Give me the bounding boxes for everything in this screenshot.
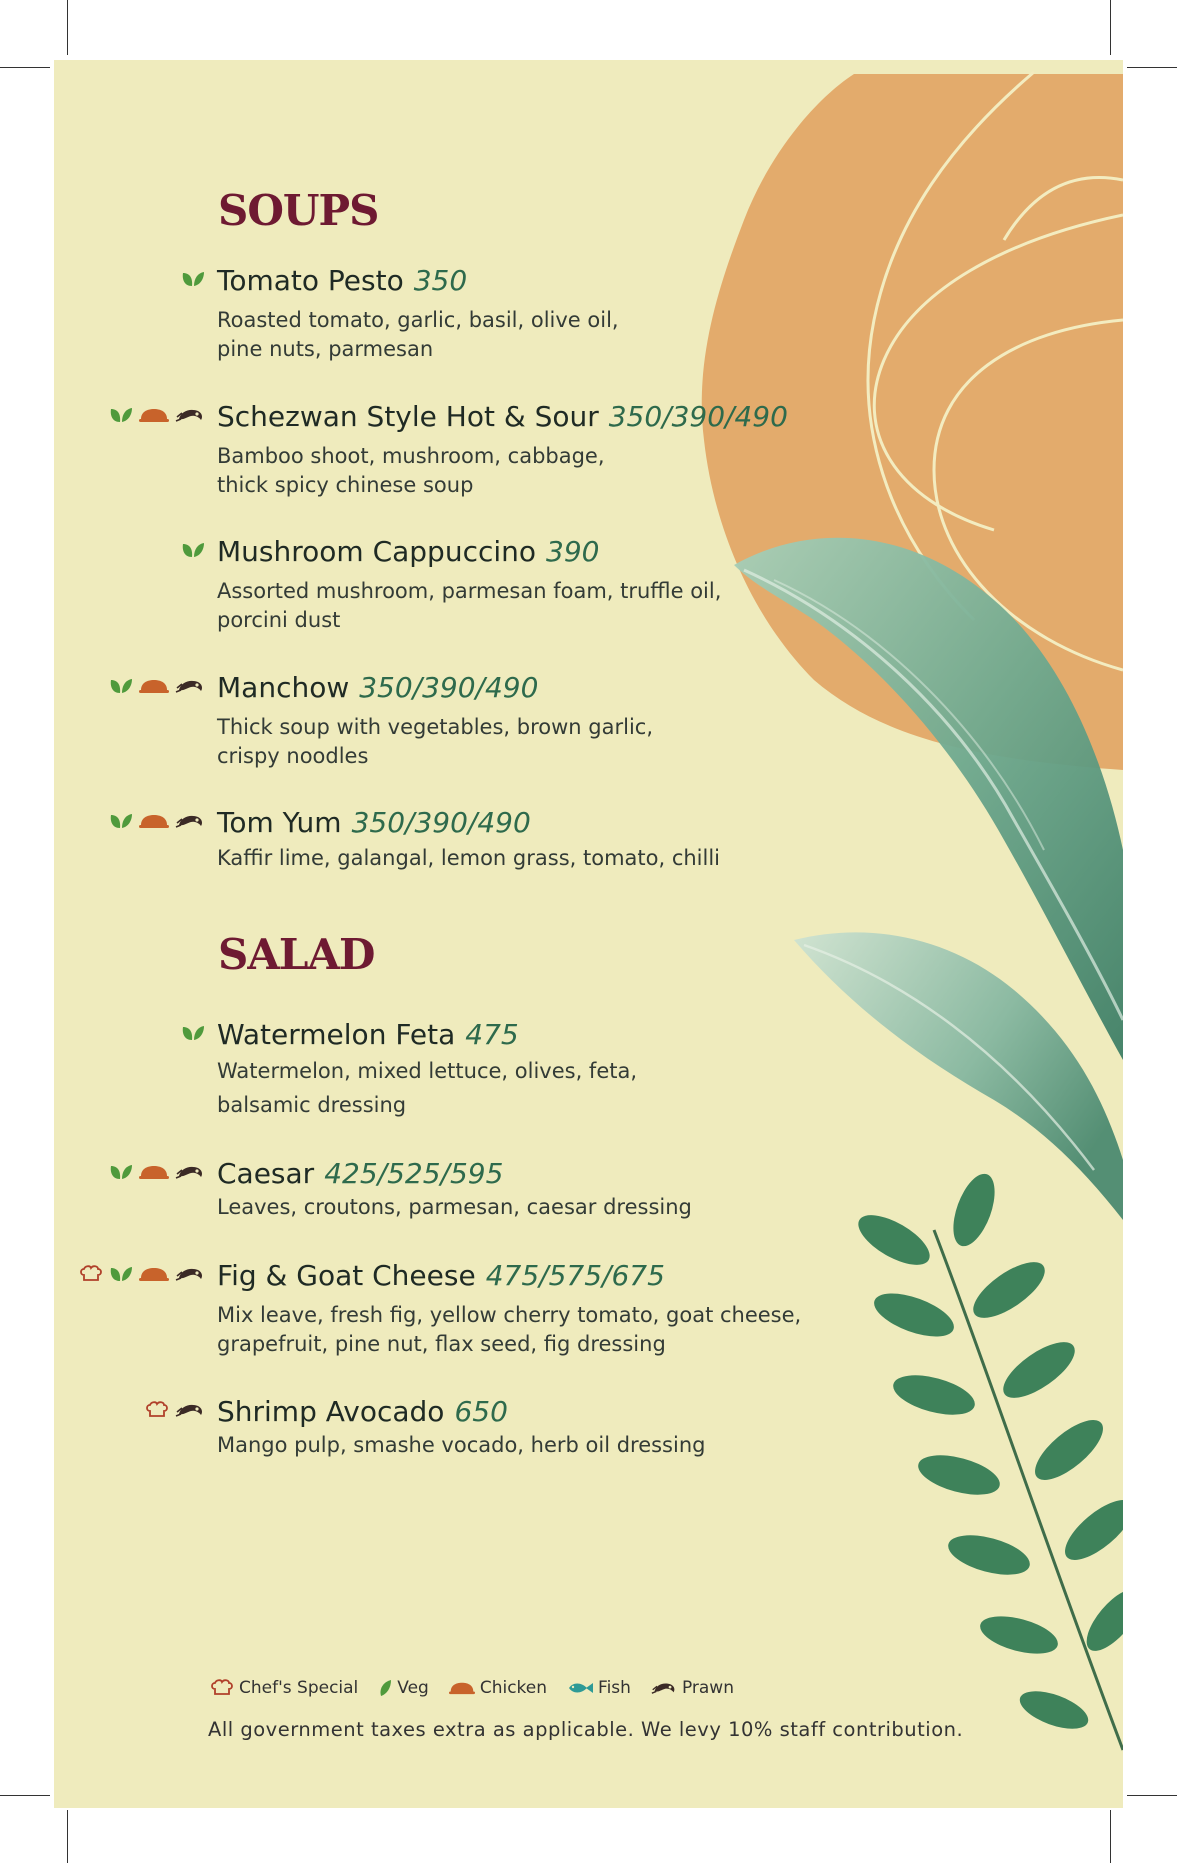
desc-line: thick spicy chinese soup <box>217 473 474 497</box>
legend-label: Chef's Special <box>239 1678 359 1698</box>
desc-line: Bamboo shoot, mushroom, cabbage, <box>217 444 605 468</box>
item-price: 390 <box>546 535 600 568</box>
desc-line: grapefruit, pine nut, flax seed, fig dressing <box>217 1332 666 1356</box>
desc-line: pine nuts, parmesan <box>217 337 434 361</box>
veg-icon <box>109 677 133 695</box>
item-price: 350 <box>413 264 468 297</box>
prawn-icon <box>175 1265 205 1283</box>
veg-icon <box>181 1024 205 1042</box>
legend-label: Chicken <box>479 1678 548 1698</box>
item-name: Tomato Pesto <box>217 264 404 297</box>
icon-legend <box>210 1678 734 1698</box>
item-name: Shrimp Avocado <box>217 1395 445 1428</box>
veg-icon <box>181 270 205 288</box>
chicken-icon <box>139 813 169 829</box>
menu-item <box>217 1259 801 1359</box>
item-icons <box>109 812 205 830</box>
item-title <box>217 264 619 298</box>
item-icons <box>181 1024 205 1042</box>
veg-icon <box>109 812 133 830</box>
crop-mark <box>0 1795 50 1796</box>
large-leaf <box>794 932 1123 1220</box>
item-name: Tom Yum <box>217 806 342 839</box>
menu-item <box>217 400 788 500</box>
item-description <box>217 844 720 873</box>
legend-item-chicken <box>449 1678 547 1698</box>
legend-label: Veg <box>397 1678 429 1698</box>
desc-line: Watermelon, mixed lettuce, olives, feta, <box>217 1059 638 1083</box>
chicken-icon <box>139 407 169 423</box>
desc-line: porcini dust <box>217 608 341 632</box>
item-description <box>217 1431 705 1460</box>
chicken-icon <box>139 1266 169 1282</box>
item-description <box>217 1301 801 1359</box>
desc-line: Roasted tomato, garlic, basil, olive oil, <box>217 308 619 332</box>
legend-item-prawn <box>651 1678 734 1698</box>
chef-hat-icon <box>210 1679 234 1697</box>
crop-mark <box>1127 67 1177 68</box>
menu-card <box>54 60 1123 1808</box>
chef-hat-icon <box>145 1401 169 1419</box>
item-price: 350/390/490 <box>351 806 531 839</box>
prawn-icon <box>175 406 205 424</box>
desc-line: Mix leave, fresh fig, yellow cherry tomato, goat cheese, <box>217 1303 802 1327</box>
chicken-icon <box>139 678 169 694</box>
desc-line: Kaffir lime, galangal, lemon grass, tomato, chilli <box>217 846 721 870</box>
item-name: Watermelon Feta <box>217 1018 456 1051</box>
menu-item <box>217 1395 705 1460</box>
tax-footnote: All government taxes extra as applicable. We levy 10% staff contribution. <box>208 1718 964 1741</box>
desc-line: Thick soup with vegetables, brown garlic, <box>217 715 653 739</box>
desc-line: Assorted mushroom, parmesan foam, truffle oil, <box>217 579 722 603</box>
crop-mark <box>1110 0 1111 55</box>
menu-item <box>217 806 720 873</box>
item-icons <box>109 1163 205 1181</box>
legend-label: Prawn <box>681 1678 734 1698</box>
item-description <box>217 577 721 635</box>
item-icons <box>109 677 205 695</box>
item-title <box>217 1259 801 1293</box>
crop-mark <box>1110 1810 1111 1863</box>
menu-item <box>217 1018 637 1122</box>
item-price: 350/390/490 <box>359 671 539 704</box>
legend-item-chef <box>210 1678 358 1698</box>
desc-line: crispy noodles <box>217 744 369 768</box>
menu-item <box>217 671 653 771</box>
item-title <box>217 671 653 705</box>
veg-icon <box>109 406 133 424</box>
chicken-icon <box>449 1681 475 1695</box>
crop-mark <box>67 0 68 55</box>
item-price: 350/390/490 <box>608 400 788 433</box>
prawn-icon <box>175 677 205 695</box>
item-title <box>217 1157 692 1191</box>
item-title <box>217 535 721 569</box>
menu-item <box>217 535 721 635</box>
crop-mark <box>67 1810 68 1863</box>
desc-line: balsamic dressing <box>217 1093 407 1117</box>
menu-item <box>217 1157 692 1222</box>
item-price: 425/525/595 <box>324 1157 504 1190</box>
section-heading-salad: SALAD <box>218 930 375 979</box>
item-description <box>217 713 653 771</box>
prawn-icon <box>651 1680 677 1696</box>
chef-hat-icon <box>79 1265 103 1283</box>
prawn-icon <box>175 1163 205 1181</box>
item-description <box>217 442 788 500</box>
veg-icon <box>181 541 205 559</box>
item-price: 475 <box>465 1018 519 1051</box>
veg-icon <box>378 1679 392 1697</box>
item-icons <box>109 406 205 424</box>
item-icons <box>79 1265 205 1283</box>
item-description <box>217 306 619 364</box>
item-title <box>217 806 720 840</box>
item-name: Mushroom Cappuccino <box>217 535 537 568</box>
prawn-icon <box>175 812 205 830</box>
item-title <box>217 1018 637 1052</box>
item-icons <box>145 1401 205 1419</box>
fern-leaflets <box>851 1168 1123 1736</box>
legend-item-fish <box>567 1678 631 1698</box>
prawn-icon <box>175 1401 205 1419</box>
veg-icon <box>109 1265 133 1283</box>
item-title <box>217 1395 705 1429</box>
legend-label: Fish <box>598 1678 631 1698</box>
item-name: Fig & Goat Cheese <box>217 1259 476 1292</box>
desc-line: Leaves, croutons, parmesan, caesar dressing <box>217 1195 692 1219</box>
crop-mark <box>0 67 50 68</box>
item-icons <box>181 270 205 288</box>
item-price: 650 <box>454 1395 508 1428</box>
item-name: Caesar <box>217 1157 315 1190</box>
legend-item-veg <box>378 1678 429 1698</box>
menu-item <box>217 264 619 364</box>
item-icons <box>181 541 205 559</box>
chicken-icon <box>139 1164 169 1180</box>
section-heading-soups: SOUPS <box>218 186 379 235</box>
item-title <box>217 400 788 434</box>
crop-mark <box>1127 1795 1177 1796</box>
desc-line: Mango pulp, smashe vocado, herb oil dressing <box>217 1433 706 1457</box>
fish-icon <box>567 1681 593 1695</box>
item-name: Schezwan Style Hot & Sour <box>217 400 599 433</box>
item-description <box>217 1054 637 1122</box>
item-description <box>217 1193 692 1222</box>
item-name: Manchow <box>217 671 350 704</box>
item-price: 475/575/675 <box>485 1259 665 1292</box>
veg-icon <box>109 1163 133 1181</box>
